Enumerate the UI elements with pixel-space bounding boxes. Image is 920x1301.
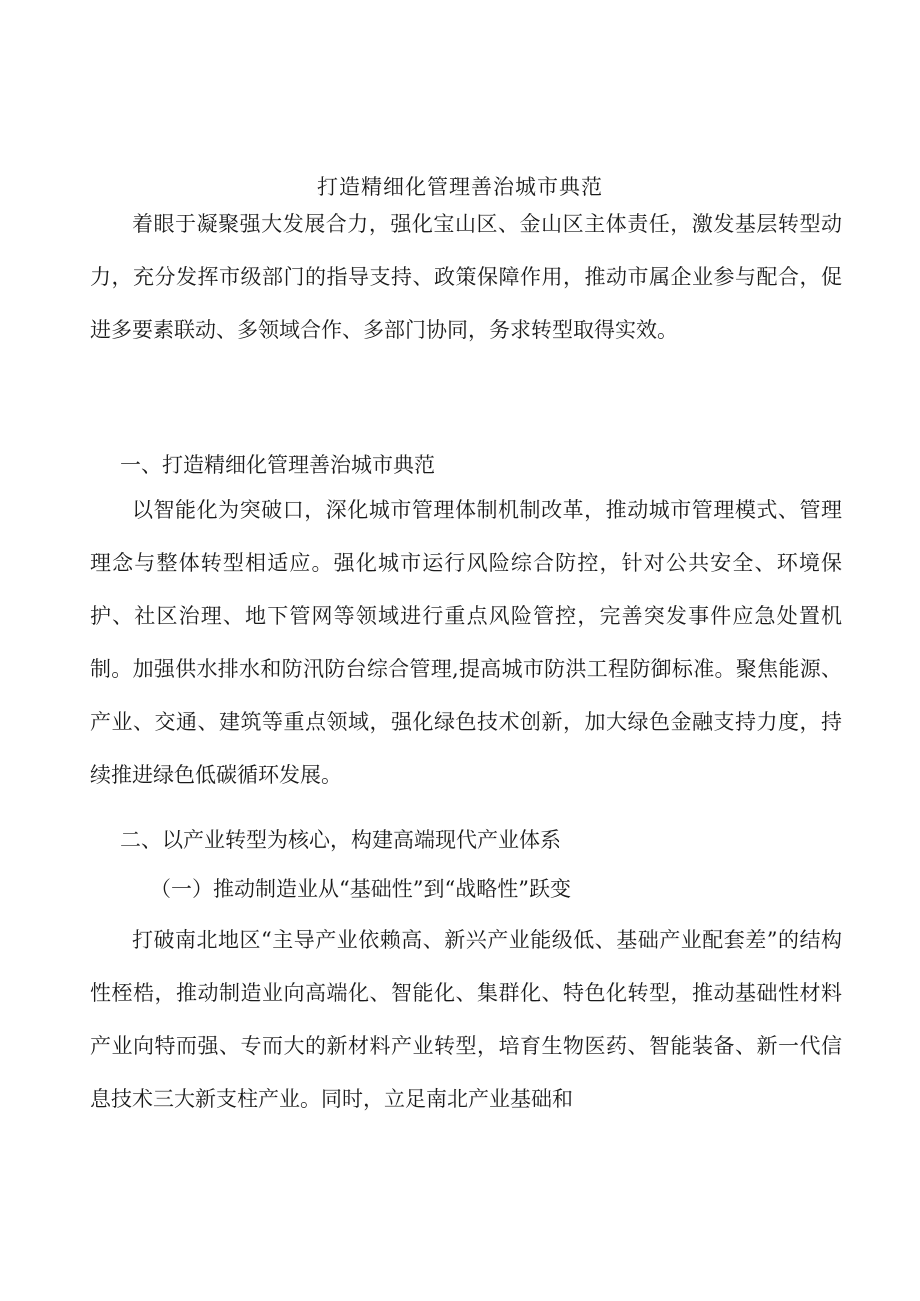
section-1-heading: 一、打造精细化管理善治城市典范 <box>120 453 435 477</box>
subsection-1-heading: （一）推动制造业从“基础性”到“战略性”跃变 <box>150 877 571 901</box>
section-2-heading: 二、以产业转型为核心，构建高端现代产业体系 <box>120 828 561 852</box>
intro-paragraph: 着眼于凝聚强大发展合力，强化宝山区、金山区主体责任，激发基层转型动力，充分发挥市级部门的指导支持、政策保障作用，推动市属企业参与配合，促进多要素联动、多领域合作、多部门协同，务求转型取得实效。 <box>90 212 842 342</box>
section-1-paragraph: 以智能化为突破口，深化城市管理体制机制改革，推动城市管理模式、管理理念与整体转型相适应。强化城市运行风险综合防控，针对公共安全、环境保护、社区治理、地下管网等领域进行重点风险管控，完善突发事件应急处置机制。加强供水排水和防汛防台综合管理,提高城市防洪工程防御标准。聚焦能源、产业、交通、建筑等重点领域，强化绿色技术创新，加大绿色金融支持力度，持续推进绿色低碳循环发展。 <box>90 498 842 787</box>
document-title: 打造精细化管理善治城市典范 <box>317 175 603 199</box>
subsection-1-paragraph: 打破南北地区“主导产业依赖高、新兴产业能级低、基础产业配套差”的结构性桎梏，推动制造业向高端化、智能化、集群化、特色化转型，推动基础性材料产业向特而强、专而大的新材料产业转型，培育生物医药、智能装备、新一代信息技术三大新支柱产业。同时，立足南北产业基础和 <box>90 928 842 1111</box>
